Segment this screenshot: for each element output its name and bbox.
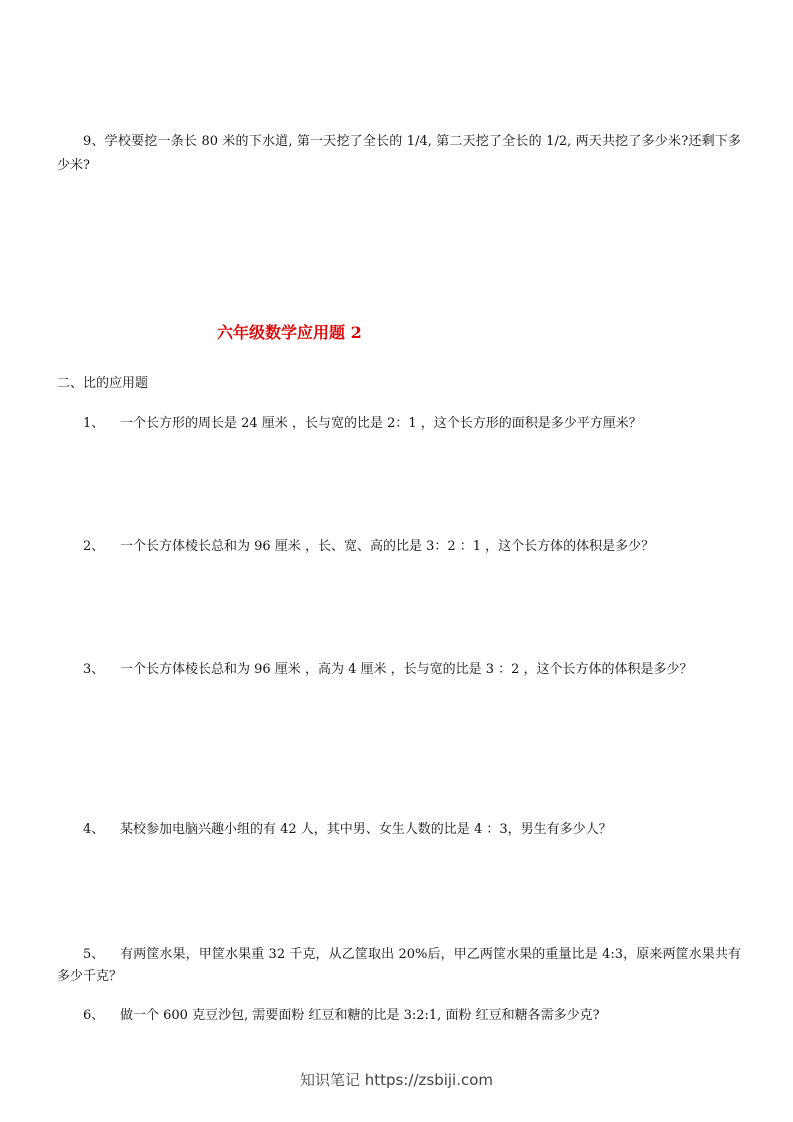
question-item xyxy=(83,1007,600,1025)
section-heading: 二、比的应用题 xyxy=(57,376,149,391)
question-9: 9、学校要挖一条长 80 米的下水道, 第一天挖了全长的 1/4, 第二天挖了全长的 1/2, 两天共挖了多少米?还剩下多少米? xyxy=(57,134,741,173)
question-text: 一个长方形的周长是 24 厘米 ，长与宽的比是 2：1 ，这个长方形的面积是多少平方厘米？ xyxy=(120,416,642,431)
question-number: 4、 xyxy=(83,822,105,837)
page-title: 六年级数学应用题 2 xyxy=(217,323,362,342)
question-text: 一个长方体棱长总和为 96 厘米 ，长、宽、高的比是 3：2 ：1 ，这个长方体的体积是多少？ xyxy=(120,539,655,554)
question-text: 一个长方体棱长总和为 96 厘米 ，高为 4 厘米 ，长与宽的比是 3 ：2 ，这个长方体的体积是多少？ xyxy=(120,662,693,677)
question-text: 做一个 600 克豆沙包, 需要面粉 红豆和糖的比是 3:2:1, 面粉 红豆和糖各需多少克? xyxy=(120,1008,600,1023)
question-text: 有两筐水果，甲筐水果重 32 千克，从乙筐取出 20%后，甲乙两筐水果的重量比是 4:3，原来两筐水果共有多少千克？ xyxy=(57,947,741,984)
question-number: 6、 xyxy=(83,1008,105,1023)
footer-watermark: 知识笔记 https://zsbiji.com xyxy=(299,1071,494,1089)
question-item xyxy=(83,415,642,433)
question-number: 5、 xyxy=(83,947,105,962)
question-text: 某校参加电脑兴趣小组的有 42 人，其中男、女生人数的比是 4 ：3，男生有多少人？ xyxy=(120,822,612,837)
question-item xyxy=(83,821,612,839)
question-number: 2、 xyxy=(83,539,105,554)
question-item xyxy=(83,661,693,679)
question-item xyxy=(83,538,654,556)
question-item xyxy=(57,944,741,988)
question-number: 1、 xyxy=(83,416,105,431)
question-number: 3、 xyxy=(83,662,105,677)
